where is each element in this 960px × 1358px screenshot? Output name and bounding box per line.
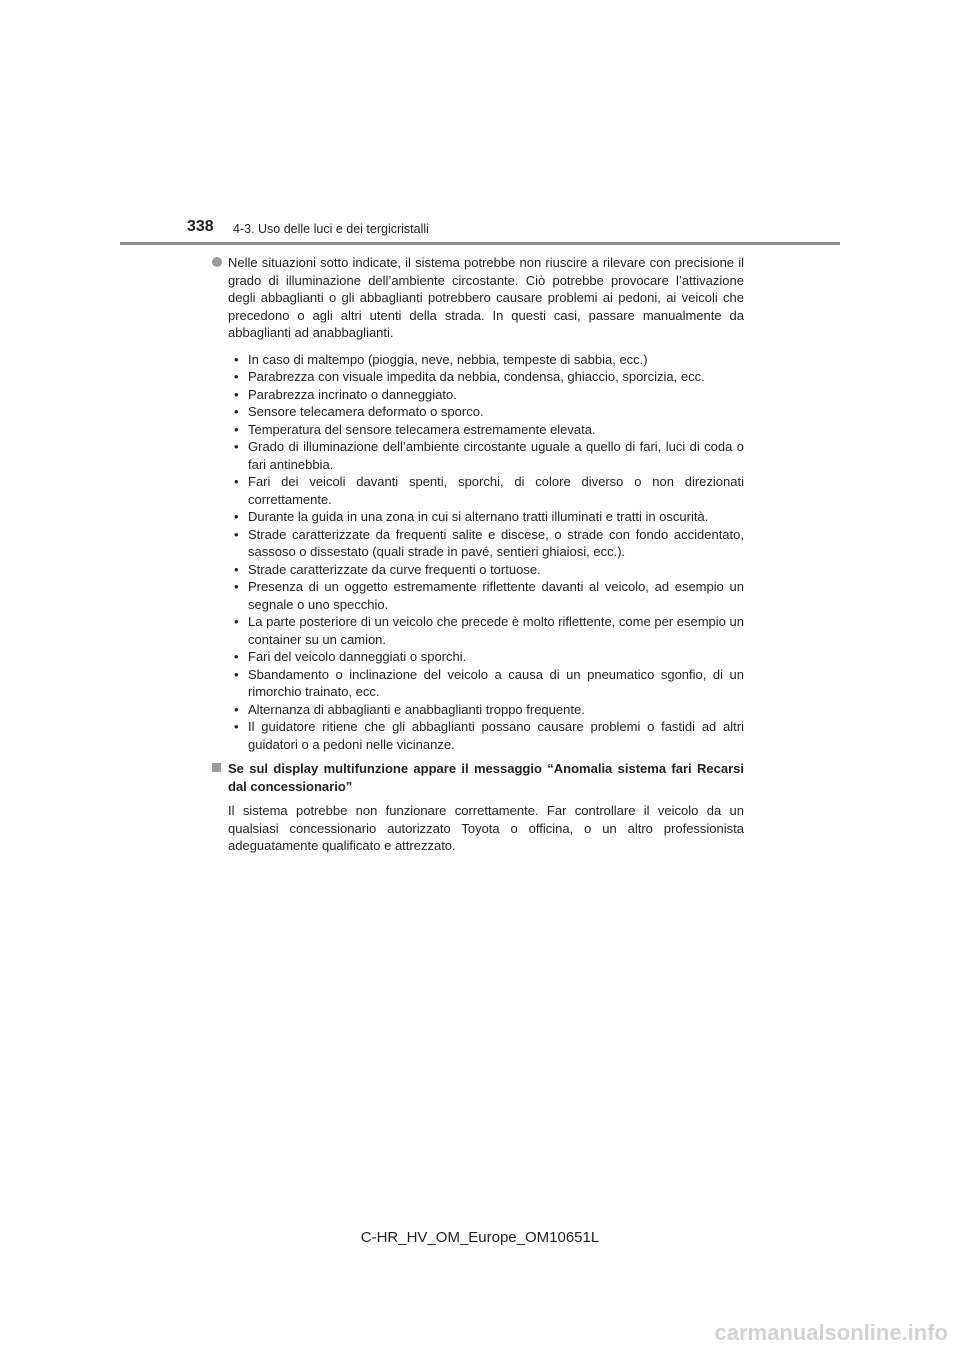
header-divider: [120, 242, 840, 245]
bullet-dot-icon: •: [234, 351, 239, 367]
list-item: [234, 508, 744, 526]
list-item-text: Parabrezza incrinato o danneggiato.: [248, 386, 457, 402]
list-item-text: Sbandamento o inclinazione del veicolo a causa di un pneumatico sgonfio, di un rimorchio trainato, ecc.: [248, 666, 744, 699]
page-content: [228, 254, 744, 855]
list-item: [234, 368, 744, 386]
circle-bullet-icon: [212, 257, 222, 267]
bullet-dot-icon: •: [234, 719, 239, 734]
bullet-dot-icon: •: [234, 579, 239, 594]
bullet-dot-icon: •: [234, 561, 239, 577]
subsection-body: Il sistema potrebbe non funzionare correttamente. Far controllare il veicolo da un qualsiasi concessionario autorizzato Toyota o officina, o un altro professionista adeguatamente qualificato e attrezzato.: [228, 803, 744, 853]
bullet-dot-icon: •: [234, 474, 239, 489]
list-item-text: Strade caratterizzate da frequenti salite e discese, o strade con fondo accidentato, sassoso o dissestato (quali strade in pavé, sentieri ghiaiosi, ecc.).: [248, 526, 744, 559]
list-item: [234, 718, 744, 753]
list-item: [234, 421, 744, 439]
list-item-text: Temperatura del sensore telecamera estremamente elevata.: [248, 421, 596, 437]
list-item: [234, 473, 744, 508]
bullet-dot-icon: •: [234, 421, 239, 437]
list-item: [234, 351, 744, 369]
list-item-text: La parte posteriore di un veicolo che precede è molto riflettente, come per esempio un container su un camion.: [248, 614, 744, 647]
subsection-heading-text: Se sul display multifunzione appare il messaggio “Anomalia sistema fari Recarsi dal concessionario”: [228, 761, 744, 794]
watermark: carmanualsonline.info: [714, 1320, 948, 1345]
section-title: 4-3. Uso delle luci e dei tergicristalli: [233, 222, 429, 236]
intro-text: Nelle situazioni sotto indicate, il sistema potrebbe non riuscire a rilevare con precisione il grado di illuminazione dell’ambiente circostante. Ciò potrebbe provocare l’attivazione degli abbaglianti o gli abbaglianti potrebbero causare problemi ai pedoni, ai veicoli che precedono o agli altri utenti della strada. In questi casi, passare manualmente da abbaglianti ad anabbaglianti.: [228, 255, 744, 340]
list-item: [234, 526, 744, 561]
list-item: [234, 386, 744, 404]
list-item-text: Fari dei veicoli davanti spenti, sporchi, di colore diverso o non direzionati correttamente.: [248, 474, 744, 507]
page-number: 338: [187, 218, 214, 235]
bullet-dot-icon: •: [234, 509, 239, 524]
list-item-text: Presenza di un oggetto estremamente riflettente davanti al veicolo, ad esempio un segnale o uno specchio.: [248, 579, 744, 612]
list-item: [234, 701, 744, 719]
list-item-text: Fari del veicolo danneggiati o sporchi.: [248, 649, 467, 664]
list-item-text: Alternanza di abbaglianti e anabbaglianti troppo frequente.: [248, 701, 585, 717]
intro-paragraph: [228, 254, 744, 342]
list-item: [234, 438, 744, 473]
bullet-dot-icon: •: [234, 526, 239, 542]
list-item-text: Il guidatore ritiene che gli abbaglianti possano causare problemi o fastidi ad altri guidatori o a pedoni nelle vicinanze.: [248, 719, 744, 752]
list-item-text: Parabrezza con visuale impedita da nebbia, condensa, ghiaccio, sporcizia, ecc.: [248, 369, 705, 384]
bullet-dot-icon: •: [234, 404, 239, 419]
bullet-dot-icon: •: [234, 649, 239, 664]
list-item: [234, 578, 744, 613]
bullet-dot-icon: •: [234, 439, 239, 454]
bullet-dot-icon: •: [234, 701, 239, 717]
square-bullet-icon: [212, 763, 221, 772]
bullet-dot-icon: •: [234, 666, 239, 682]
list-item-text: In caso di maltempo (pioggia, neve, nebbia, tempeste di sabbia, ecc.): [248, 351, 648, 367]
list-item: [234, 648, 744, 666]
subsection-heading: [228, 760, 744, 795]
list-item: [234, 403, 744, 421]
footer-document-code: C-HR_HV_OM_Europe_OM10651L: [360, 1229, 600, 1246]
bullet-dot-icon: •: [234, 369, 239, 384]
condition-list: [228, 351, 744, 754]
list-item-text: Strade caratterizzate da curve frequenti o tortuose.: [248, 561, 541, 577]
list-item: [234, 613, 744, 648]
list-item-text: Durante la guida in una zona in cui si alternano tratti illuminati e tratti in oscurità.: [248, 509, 709, 524]
list-item: [234, 561, 744, 579]
bullet-dot-icon: •: [234, 614, 239, 629]
list-item: [234, 666, 744, 701]
list-item-text: Sensore telecamera deformato o sporco.: [248, 404, 484, 419]
bullet-dot-icon: •: [234, 386, 239, 402]
list-item-text: Grado di illuminazione dell’ambiente circostante uguale a quello di fari, luci di coda o fari antinebbia.: [248, 439, 744, 472]
